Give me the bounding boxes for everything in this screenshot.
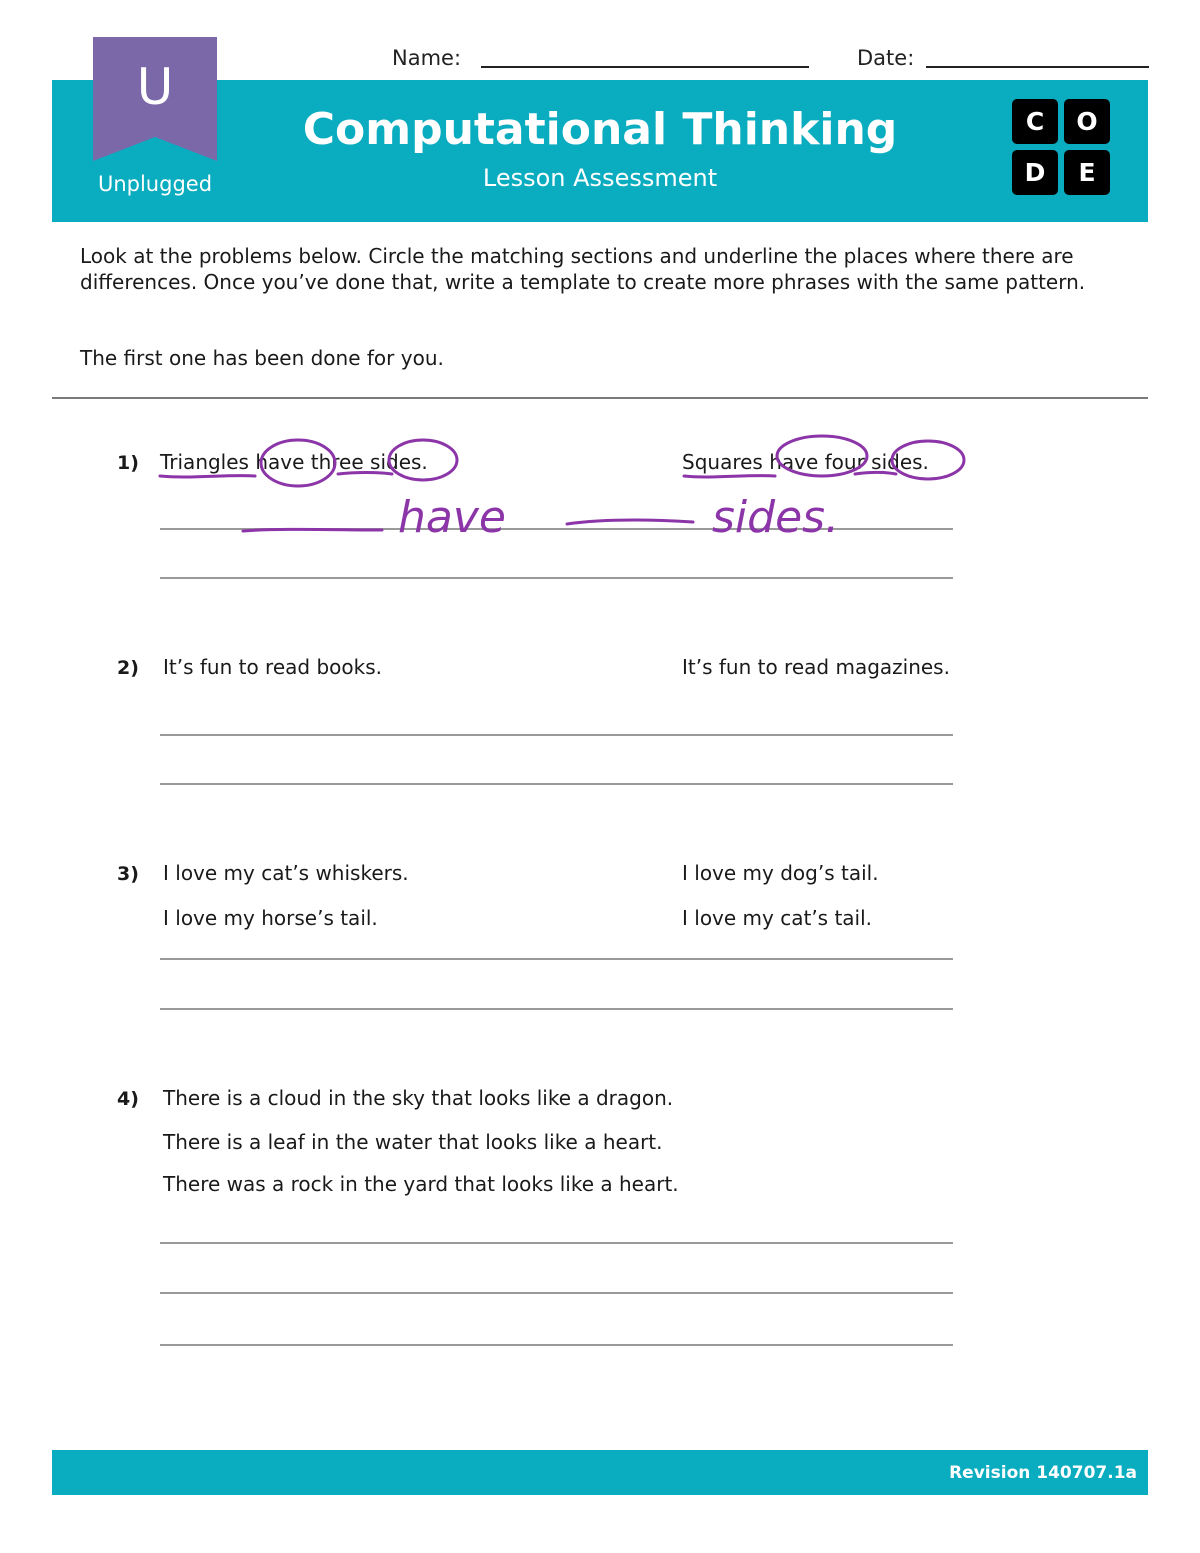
badge-letter: U <box>136 58 174 116</box>
underline-mark <box>160 476 255 477</box>
instructions-text: Look at the problems below. Circle the matching sections and underline the places where there are differences. Once you’ve done that, write a template to create more phrases with the same pattern. <box>80 244 1086 294</box>
logo-letter: E <box>1064 150 1110 195</box>
answer-line[interactable] <box>160 734 953 736</box>
problem-phrase: I love my cat’s tail. <box>682 906 873 930</box>
problem-phrase: I love my horse’s tail. <box>163 906 378 930</box>
section-divider <box>52 397 1148 399</box>
date-label: Date: <box>857 46 915 70</box>
answer-line[interactable] <box>160 1008 953 1010</box>
answer-line[interactable] <box>160 1242 953 1244</box>
handwritten-word: sides. <box>712 492 840 543</box>
answer-line[interactable] <box>160 783 953 785</box>
problem-number: 1) <box>117 452 139 474</box>
problem-phrase: I love my cat’s whiskers. <box>163 861 409 885</box>
name-label: Name: <box>392 46 462 70</box>
code-logo <box>1012 99 1112 197</box>
problem-number: 2) <box>117 657 139 679</box>
problem-phrase: I love my dog’s tail. <box>682 861 879 885</box>
problem-phrase: It’s fun to read books. <box>163 655 382 679</box>
name-field-line[interactable] <box>481 66 809 68</box>
instructions-note: The first one has been done for you. <box>80 346 444 370</box>
answer-line[interactable] <box>160 577 953 579</box>
problem-number: 4) <box>117 1088 139 1110</box>
answer-line[interactable] <box>160 958 953 960</box>
answer-line[interactable] <box>160 528 953 530</box>
page-subtitle: Lesson Assessment <box>482 164 718 192</box>
underline-mark <box>684 476 775 477</box>
logo-letter: C <box>1012 99 1058 144</box>
logo-letter: D <box>1012 150 1058 195</box>
revision-label: Revision 140707.1a <box>949 1463 1137 1483</box>
problem-phrase: There is a leaf in the water that looks like a heart. <box>163 1130 663 1154</box>
problem-phrase: It’s fun to read magazines. <box>682 655 950 679</box>
answer-line[interactable] <box>160 1344 953 1346</box>
template-blank <box>567 520 693 524</box>
badge-label: Unplugged <box>97 172 213 196</box>
problem-phrase: Triangles have three sides. <box>160 450 428 474</box>
problem-phrase: Squares have four sides. <box>682 450 929 474</box>
logo-letter: O <box>1064 99 1110 144</box>
problem-number: 3) <box>117 863 139 885</box>
page-title: Computational Thinking <box>302 104 898 155</box>
handwritten-word: have <box>398 492 506 543</box>
problem-phrase: There was a rock in the yard that looks like a heart. <box>163 1172 679 1196</box>
problem-phrase: There is a cloud in the sky that looks like a dragon. <box>163 1086 674 1110</box>
answer-line[interactable] <box>160 1292 953 1294</box>
date-field-line[interactable] <box>926 66 1149 68</box>
